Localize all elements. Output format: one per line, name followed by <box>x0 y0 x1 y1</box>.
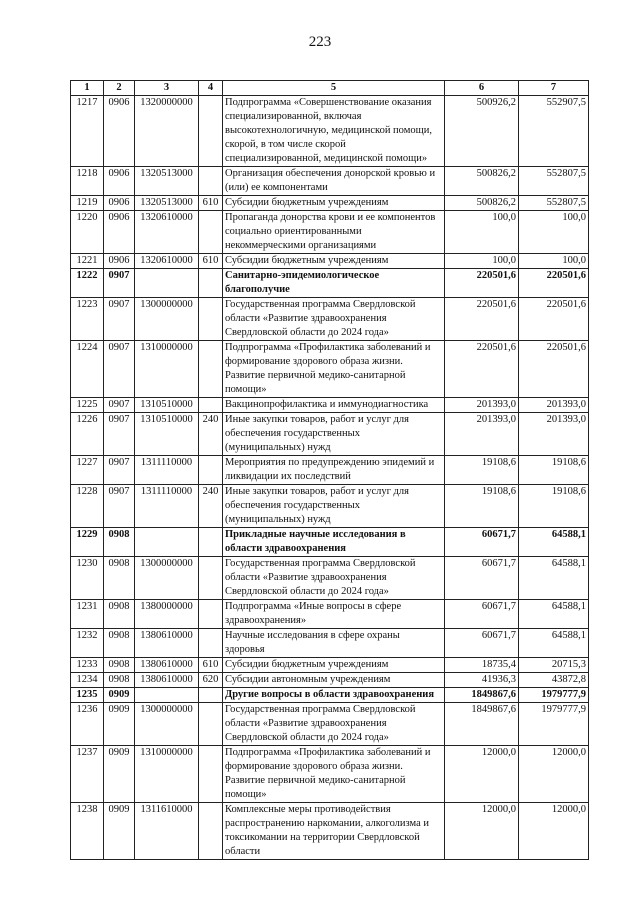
section-code: 0907 <box>104 298 135 341</box>
table-row <box>71 528 589 557</box>
amount-2021: 201393,0 <box>445 398 519 413</box>
section-code: 0908 <box>104 557 135 600</box>
amount-2021: 41936,3 <box>445 673 519 688</box>
target-article-code <box>135 688 199 703</box>
header-col-7: 7 <box>519 81 589 96</box>
expense-type-code: 240 <box>199 413 223 456</box>
amount-2021: 12000,0 <box>445 803 519 860</box>
section-code: 0906 <box>104 196 135 211</box>
amount-2022: 100,0 <box>519 211 589 254</box>
amount-2021: 201393,0 <box>445 413 519 456</box>
item-name: Субсидии бюджетным учреждениям <box>223 254 445 269</box>
table-row <box>71 341 589 398</box>
amount-2021: 220501,6 <box>445 269 519 298</box>
row-number: 1222 <box>71 269 104 298</box>
amount-2021: 1849867,6 <box>445 688 519 703</box>
section-code: 0909 <box>104 746 135 803</box>
amount-2021: 220501,6 <box>445 298 519 341</box>
target-article-code: 1310000000 <box>135 341 199 398</box>
expense-type-code <box>199 629 223 658</box>
target-article-code: 1311610000 <box>135 803 199 860</box>
expense-type-code <box>199 298 223 341</box>
target-article-code <box>135 269 199 298</box>
row-number: 1226 <box>71 413 104 456</box>
item-name: Подпрограмма «Иные вопросы в сфере здравоохранения» <box>223 600 445 629</box>
section-code: 0908 <box>104 528 135 557</box>
item-name: Комплексные меры противодействия распространению наркомании, алкоголизма и токсикомании на территории Свердловской области <box>223 803 445 860</box>
table-row <box>71 746 589 803</box>
amount-2021: 500926,2 <box>445 96 519 167</box>
target-article-code: 1300000000 <box>135 703 199 746</box>
expense-type-code <box>199 211 223 254</box>
row-number: 1223 <box>71 298 104 341</box>
item-name: Прикладные научные исследования в области здравоохранения <box>223 528 445 557</box>
amount-2022: 64588,1 <box>519 557 589 600</box>
expense-type-code <box>199 456 223 485</box>
row-number: 1230 <box>71 557 104 600</box>
target-article-code: 1380000000 <box>135 600 199 629</box>
table-row <box>71 254 589 269</box>
amount-2022: 1979777,9 <box>519 703 589 746</box>
item-name: Субсидии автономным учреждениям <box>223 673 445 688</box>
expense-type-code: 240 <box>199 485 223 528</box>
amount-2022: 201393,0 <box>519 413 589 456</box>
amount-2022: 12000,0 <box>519 746 589 803</box>
section-code: 0907 <box>104 456 135 485</box>
row-number: 1232 <box>71 629 104 658</box>
amount-2022: 552907,5 <box>519 96 589 167</box>
row-number: 1228 <box>71 485 104 528</box>
section-code: 0906 <box>104 254 135 269</box>
expense-type-code: 620 <box>199 673 223 688</box>
section-code: 0909 <box>104 703 135 746</box>
expense-type-code <box>199 398 223 413</box>
row-number: 1218 <box>71 167 104 196</box>
section-code: 0906 <box>104 167 135 196</box>
section-code: 0906 <box>104 96 135 167</box>
table-row <box>71 298 589 341</box>
expense-type-code: 610 <box>199 196 223 211</box>
table-row <box>71 196 589 211</box>
target-article-code: 1380610000 <box>135 629 199 658</box>
item-name: Подпрограмма «Профилактика заболеваний и формирование здорового образа жизни. Развитие первичной медико-санитарной помощи» <box>223 341 445 398</box>
item-name: Субсидии бюджетным учреждениям <box>223 658 445 673</box>
header-col-4: 4 <box>199 81 223 96</box>
table-row <box>71 96 589 167</box>
expense-type-code <box>199 600 223 629</box>
expense-type-code <box>199 803 223 860</box>
target-article-code: 1311110000 <box>135 456 199 485</box>
row-number: 1235 <box>71 688 104 703</box>
row-number: 1220 <box>71 211 104 254</box>
item-name: Организация обеспечения донорской кровью и (или) ее компонентами <box>223 167 445 196</box>
target-article-code: 1320513000 <box>135 196 199 211</box>
amount-2022: 19108,6 <box>519 485 589 528</box>
table-row <box>71 485 589 528</box>
section-code: 0908 <box>104 658 135 673</box>
target-article-code: 1300000000 <box>135 298 199 341</box>
amount-2021: 500826,2 <box>445 196 519 211</box>
target-article-code: 1311110000 <box>135 485 199 528</box>
amount-2022: 201393,0 <box>519 398 589 413</box>
item-name: Иные закупки товаров, работ и услуг для обеспечения государственных (муниципальных) нужд <box>223 413 445 456</box>
amount-2021: 60671,7 <box>445 629 519 658</box>
item-name: Подпрограмма «Профилактика заболеваний и формирование здорового образа жизни. Развитие первичной медико-санитарной помощи» <box>223 746 445 803</box>
header-col-3: 3 <box>135 81 199 96</box>
amount-2022: 552807,5 <box>519 167 589 196</box>
amount-2022: 20715,3 <box>519 658 589 673</box>
page-number: 223 <box>308 34 332 50</box>
target-article-code: 1310000000 <box>135 746 199 803</box>
target-article-code: 1320610000 <box>135 254 199 269</box>
section-code: 0908 <box>104 600 135 629</box>
amount-2022: 220501,6 <box>519 298 589 341</box>
item-name: Пропаганда донорства крови и ее компонентов социально ориентированными некоммерческими организациями <box>223 211 445 254</box>
expense-type-code <box>199 557 223 600</box>
row-number: 1219 <box>71 196 104 211</box>
section-code: 0906 <box>104 211 135 254</box>
header-col-6: 6 <box>445 81 519 96</box>
table-row <box>71 658 589 673</box>
row-number: 1229 <box>71 528 104 557</box>
amount-2021: 60671,7 <box>445 528 519 557</box>
target-article-code <box>135 528 199 557</box>
table-row <box>71 703 589 746</box>
row-number: 1236 <box>71 703 104 746</box>
target-article-code: 1310510000 <box>135 398 199 413</box>
amount-2022: 64588,1 <box>519 629 589 658</box>
amount-2021: 19108,6 <box>445 456 519 485</box>
table-row <box>71 211 589 254</box>
item-name: Санитарно-эпидемиологическое благополучие <box>223 269 445 298</box>
item-name: Государственная программа Свердловской области «Развитие здравоохранения Свердловской области до 2024 года» <box>223 298 445 341</box>
budget-table <box>70 80 589 860</box>
amount-2022: 1979777,9 <box>519 688 589 703</box>
target-article-code: 1320610000 <box>135 211 199 254</box>
amount-2022: 12000,0 <box>519 803 589 860</box>
amount-2022: 64588,1 <box>519 600 589 629</box>
section-code: 0908 <box>104 673 135 688</box>
row-number: 1234 <box>71 673 104 688</box>
table-row <box>71 413 589 456</box>
section-code: 0907 <box>104 398 135 413</box>
row-number: 1227 <box>71 456 104 485</box>
expense-type-code <box>199 269 223 298</box>
row-number: 1233 <box>71 658 104 673</box>
row-number: 1231 <box>71 600 104 629</box>
amount-2022: 64588,1 <box>519 528 589 557</box>
header-col-2: 2 <box>104 81 135 96</box>
amount-2021: 12000,0 <box>445 746 519 803</box>
row-number: 1237 <box>71 746 104 803</box>
section-code: 0907 <box>104 485 135 528</box>
expense-type-code: 610 <box>199 658 223 673</box>
target-article-code: 1380610000 <box>135 673 199 688</box>
section-code: 0907 <box>104 269 135 298</box>
item-name: Вакцинопрофилактика и иммунодиагностика <box>223 398 445 413</box>
table-row <box>71 688 589 703</box>
target-article-code: 1320513000 <box>135 167 199 196</box>
item-name: Другие вопросы в области здравоохранения <box>223 688 445 703</box>
row-number: 1221 <box>71 254 104 269</box>
amount-2021: 60671,7 <box>445 557 519 600</box>
amount-2021: 19108,6 <box>445 485 519 528</box>
amount-2022: 19108,6 <box>519 456 589 485</box>
amount-2021: 60671,7 <box>445 600 519 629</box>
expense-type-code <box>199 167 223 196</box>
item-name: Мероприятия по предупреждению эпидемий и ликвидации их последствий <box>223 456 445 485</box>
amount-2022: 552807,5 <box>519 196 589 211</box>
section-code: 0909 <box>104 688 135 703</box>
item-name: Научные исследования в сфере охраны здоровья <box>223 629 445 658</box>
row-number: 1238 <box>71 803 104 860</box>
amount-2021: 220501,6 <box>445 341 519 398</box>
target-article-code: 1300000000 <box>135 557 199 600</box>
amount-2021: 100,0 <box>445 254 519 269</box>
amount-2021: 1849867,6 <box>445 703 519 746</box>
table-row <box>71 398 589 413</box>
target-article-code: 1380610000 <box>135 658 199 673</box>
table-row <box>71 167 589 196</box>
expense-type-code <box>199 703 223 746</box>
section-code: 0909 <box>104 803 135 860</box>
item-name: Иные закупки товаров, работ и услуг для обеспечения государственных (муниципальных) нужд <box>223 485 445 528</box>
item-name: Субсидии бюджетным учреждениям <box>223 196 445 211</box>
header-col-5: 5 <box>223 81 445 96</box>
amount-2021: 500826,2 <box>445 167 519 196</box>
expense-type-code <box>199 746 223 803</box>
expense-type-code <box>199 341 223 398</box>
expense-type-code <box>199 528 223 557</box>
table-row <box>71 803 589 860</box>
expense-type-code: 610 <box>199 254 223 269</box>
section-code: 0907 <box>104 413 135 456</box>
row-number: 1225 <box>71 398 104 413</box>
row-number: 1217 <box>71 96 104 167</box>
amount-2021: 100,0 <box>445 211 519 254</box>
table-row <box>71 600 589 629</box>
table-row <box>71 629 589 658</box>
header-col-1: 1 <box>71 81 104 96</box>
item-name: Государственная программа Свердловской области «Развитие здравоохранения Свердловской области до 2024 года» <box>223 557 445 600</box>
amount-2022: 100,0 <box>519 254 589 269</box>
table-row <box>71 673 589 688</box>
amount-2022: 220501,6 <box>519 269 589 298</box>
item-name: Государственная программа Свердловской области «Развитие здравоохранения Свердловской области до 2024 года» <box>223 703 445 746</box>
item-name: Подпрограмма «Совершенствование оказания специализированной, включая высокотехнологичную, медицинской помощи, скорой, в том числе скорой специализированной, медицинской помощи» <box>223 96 445 167</box>
section-code: 0907 <box>104 341 135 398</box>
amount-2022: 220501,6 <box>519 341 589 398</box>
amount-2022: 43872,8 <box>519 673 589 688</box>
header-row <box>71 81 589 96</box>
row-number: 1224 <box>71 341 104 398</box>
section-code: 0908 <box>104 629 135 658</box>
table-row <box>71 456 589 485</box>
target-article-code: 1310510000 <box>135 413 199 456</box>
table-row <box>71 557 589 600</box>
target-article-code: 1320000000 <box>135 96 199 167</box>
amount-2021: 18735,4 <box>445 658 519 673</box>
table-row <box>71 269 589 298</box>
expense-type-code <box>199 96 223 167</box>
expense-type-code <box>199 688 223 703</box>
